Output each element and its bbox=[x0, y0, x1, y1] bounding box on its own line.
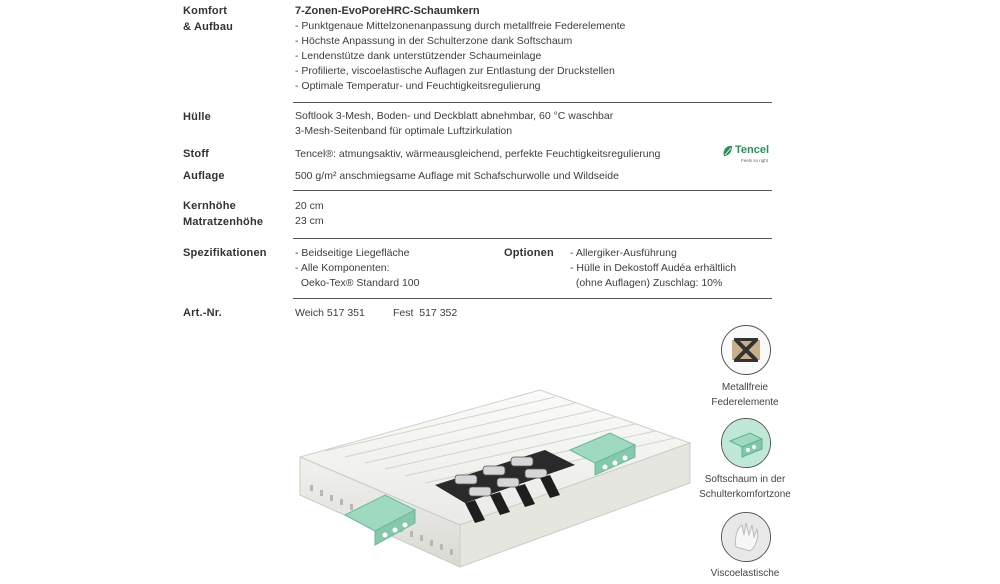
komfort-block bbox=[295, 3, 625, 94]
label-stoff: Stoff bbox=[183, 148, 210, 160]
huelle-block: Softlook 3-Mesh, Boden- und Deckblatt abnehmbar, 60 °C waschbar 3-Mesh-Seitenband für optimale Luftzirkulation bbox=[295, 110, 614, 137]
komfort-item: - Punktgenaue Mittelzonenanpassung durch metallfreie Federelemente bbox=[295, 20, 626, 32]
komfort-item: - Höchste Anpassung in der Schulterzone dank Softschaum bbox=[295, 35, 573, 47]
label-komfort: Komfort & Aufbau bbox=[183, 5, 234, 33]
label-auflage: Auflage bbox=[183, 170, 225, 182]
visco-hand-icon bbox=[721, 512, 771, 562]
label-hoehe: Kernhöhe Matratzenhöhe bbox=[183, 200, 264, 228]
artnr-fest: Fest 517 352 bbox=[393, 307, 458, 319]
mattress-cross-section-image bbox=[285, 345, 705, 579]
optionen-list: - Allergiker-Ausführung - Hülle in Dekostoff Audéa erhältlich (ohne Auflagen) Zuschlag: 10% bbox=[570, 247, 737, 289]
feature-caption-visco: Viscoelastische bbox=[710, 568, 780, 579]
divider bbox=[293, 102, 772, 103]
label-spezifikationen: Spezifikationen bbox=[183, 247, 267, 259]
spring-element-icon bbox=[721, 325, 771, 375]
mattress-illustration bbox=[285, 345, 705, 579]
divider bbox=[293, 238, 772, 239]
divider bbox=[293, 190, 772, 191]
spezifikationen-list: - Beidseitige Liegefläche - Alle Komponenten: Oeko-Tex® Standard 100 bbox=[295, 247, 420, 289]
label-huelle: Hülle bbox=[183, 111, 211, 123]
komfort-title: 7-Zonen-EvoPoreHRC-Schaumkern bbox=[295, 5, 480, 17]
komfort-item: - Lendenstütze dank unterstützender Schaumeinlage bbox=[295, 50, 542, 62]
komfort-item: - Optimale Temperatur- und Feuchtigkeitsregulierung bbox=[295, 80, 541, 92]
feature-caption-softfoam: Softschaum in der Schulterkomfortzone bbox=[699, 474, 791, 500]
komfort-item: - Profilierte, viscoelastische Auflagen zur Entlastung der Druckstellen bbox=[295, 65, 615, 77]
auflage-text: 500 g/m² anschmiegsame Auflage mit Schafschurwolle und Wildseide bbox=[295, 170, 619, 182]
feature-caption-springs: Metallfreie Federelemente bbox=[711, 382, 779, 408]
divider bbox=[293, 298, 772, 299]
stoff-text: Tencel®: atmungsaktiv, wärmeausgleichend, perfekte Feuchtigkeitsregulierung bbox=[295, 148, 661, 160]
tencel-logo: Tencel Feels so right bbox=[720, 141, 776, 167]
label-artnr: Art.-Nr. bbox=[183, 307, 222, 319]
label-optionen: Optionen bbox=[504, 247, 554, 259]
artnr-weich: Weich 517 351 bbox=[295, 307, 365, 319]
softfoam-icon bbox=[721, 418, 771, 468]
hoehe-values: 20 cm 23 cm bbox=[295, 200, 324, 227]
